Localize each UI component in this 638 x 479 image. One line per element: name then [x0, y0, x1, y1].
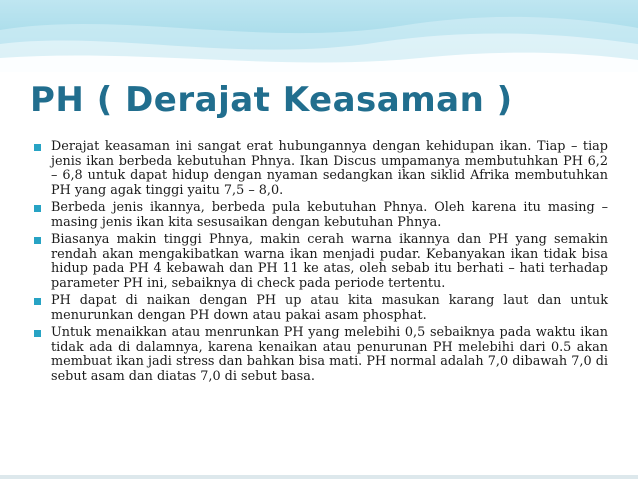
bullet-item — [34, 294, 608, 323]
square-bullet-icon — [34, 298, 41, 305]
square-bullet-icon — [34, 237, 41, 244]
bullet-text: Berbeda jenis ikannya, berbeda pula kebutuhan Phnya. Oleh karena itu masing – masing jenis ikan kita sesusaikan dengan kebutuhan Phnya. — [51, 200, 608, 230]
wave-decoration-icon — [0, 0, 638, 72]
square-bullet-icon — [34, 330, 41, 337]
bullet-text: PH dapat di naikan dengan PH up atau kita masukan karang laut dan untuk menurunkan dengan PH down atau pakai asam phosphat. — [51, 293, 608, 323]
bullet-list — [34, 140, 608, 387]
square-bullet-icon — [34, 144, 41, 151]
bullet-text: Derajat keasaman ini sangat erat hubungannya dengan kehidupan ikan. Tiap – tiap jenis ikan berbeda kebutuhan Phnya. Ikan Discus umpamanya membutuhkan PH 6,2 – 6,8 untuk dapat hidup dengan nyaman sedangkan ikan siklid Afrika membutuhkan PH yang agak tinggi yaitu 7,5 – 8,0. — [51, 139, 608, 198]
bullet-text: Untuk menaikkan atau menrunkan PH yang melebihi 0,5 sebaiknya pada waktu ikan tidak ada di dalamnya, karena kenaikan atau penurunan PH melebihi dari 0.5 akan membuat ikan jadi stress dan bahkan bisa mati. PH normal adalah 7,0 dibawah 7,0 di sebut asam dan diatas 7,0 di sebut basa. — [51, 325, 608, 384]
bullet-item — [34, 140, 608, 198]
header-wave-band — [0, 0, 638, 72]
bottom-divider — [0, 475, 638, 479]
bullet-text: Biasanya makin tinggi Phnya, makin cerah warna ikannya dan PH yang semakin rendah akan mengakibatkan warna ikan menjadi pudar. Kebanyakan ikan tidak bisa hidup pada PH 4 kebawah dan PH 11 ke atas, oleh sebab itu berhati – hati terhadap parameter PH ini, sebaiknya di check pada periode tertentu. — [51, 232, 608, 291]
square-bullet-icon — [34, 205, 41, 212]
bullet-item — [34, 201, 608, 230]
slide-title: PH ( Derajat Keasaman ) — [30, 80, 513, 120]
bullet-item — [34, 326, 608, 384]
bullet-item — [34, 233, 608, 291]
